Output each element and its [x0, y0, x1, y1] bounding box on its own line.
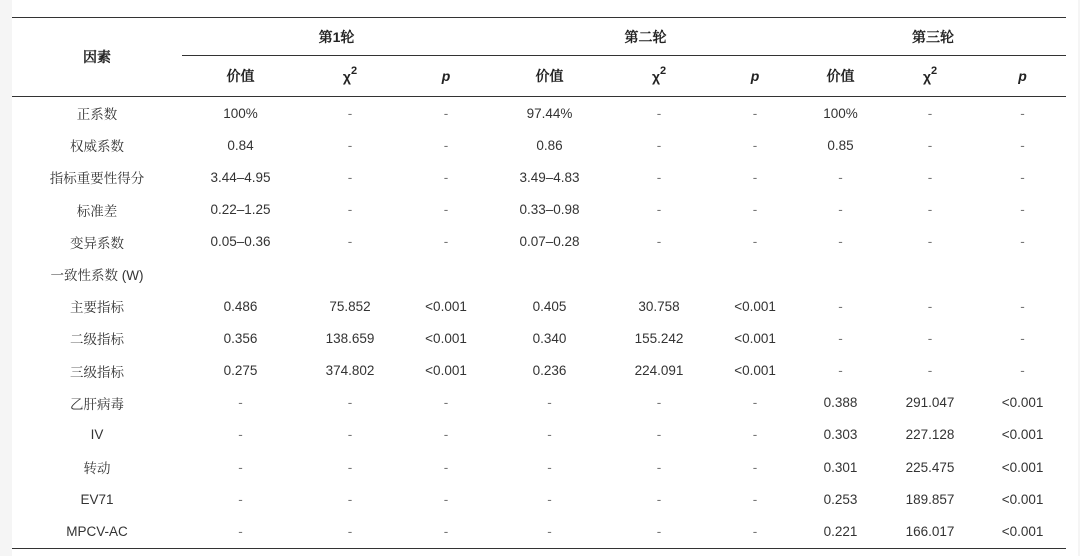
table-cell: <0.001 [734, 330, 776, 346]
table-cell: - [927, 298, 933, 314]
table-cell: - [838, 234, 843, 250]
table-cell: - [838, 363, 843, 379]
table-cell: - [710, 515, 800, 548]
subheader-chi-square [881, 56, 979, 97]
table-cell: - [752, 427, 758, 443]
table-cell [710, 258, 800, 290]
table-cell: 97.44% [526, 105, 573, 121]
table-cell: 0.388 [823, 395, 858, 411]
table-row [12, 129, 1066, 161]
table-cell: - [838, 202, 843, 218]
table-cell: - [752, 169, 758, 185]
subheader-chi-square [608, 56, 710, 97]
table-cell: - [927, 330, 933, 346]
table-cell: 189.857 [905, 491, 955, 507]
table-cell: - [491, 515, 608, 548]
table-cell: - [838, 298, 843, 314]
table-cell: <0.001 [425, 363, 467, 379]
table-cell [881, 258, 979, 290]
table-cell: <0.001 [734, 298, 776, 314]
subheader-value: 价值 [800, 56, 881, 97]
table-cell: 100% [223, 105, 258, 121]
table-cell: 3.44–4.95 [210, 169, 271, 185]
table-cell: <0.001 [1001, 459, 1044, 475]
results-table [12, 17, 1066, 549]
table-cell: - [347, 169, 353, 185]
header-round-2: 第二轮 [491, 18, 800, 56]
table-cell: - [1020, 202, 1025, 218]
table-row [12, 194, 1066, 226]
row-label: 乙肝病毒 [70, 396, 124, 412]
table-cell: 0.85 [827, 137, 854, 153]
table-cell: - [656, 491, 662, 507]
table-cell: 225.475 [905, 459, 955, 475]
table-cell: - [443, 427, 449, 443]
table-cell: - [443, 491, 449, 507]
table-cell: - [927, 234, 933, 250]
table-cell: <0.001 [425, 330, 467, 346]
table-cell: - [656, 427, 662, 443]
table-row [12, 419, 1066, 451]
subheader-value: 价值 [491, 56, 608, 97]
table-cell: <0.001 [979, 515, 1066, 548]
chi-symbol: χ [342, 68, 351, 85]
table-cell: 0.253 [823, 491, 858, 507]
table-cell: 100% [823, 105, 858, 121]
table-cell: 0.303 [823, 427, 858, 443]
table-cell: - [182, 515, 299, 548]
table-cell: - [443, 105, 449, 121]
table-cell: - [752, 202, 758, 218]
table-cell: - [656, 459, 662, 475]
table-cell: - [656, 169, 662, 185]
table-cell: 0.340 [532, 330, 567, 346]
table-cell: 0.236 [532, 363, 567, 379]
table-cell: - [1020, 169, 1025, 185]
table-cell: - [838, 169, 843, 185]
table-cell: - [838, 330, 843, 346]
table-cell: 3.49–4.83 [519, 169, 580, 185]
table-cell: - [238, 459, 243, 475]
table-row [12, 290, 1066, 322]
table-cell [401, 258, 491, 290]
table-cell: - [238, 491, 243, 507]
table-cell [491, 258, 608, 290]
table-cell: - [547, 459, 552, 475]
table-cell: 0.356 [223, 330, 258, 346]
table-cell: - [347, 395, 353, 411]
table-row [12, 483, 1066, 515]
table-cell: - [347, 491, 353, 507]
document-page [12, 0, 1078, 556]
table-cell: 0.86 [536, 137, 563, 153]
subheader-p: p [710, 56, 800, 97]
subheader-p: p [979, 56, 1066, 97]
table-cell: - [656, 137, 662, 153]
table-cell: - [547, 427, 552, 443]
table-cell: 0.405 [532, 298, 567, 314]
table-row [12, 387, 1066, 419]
chi-superscript: 2 [660, 65, 667, 78]
table-cell: - [752, 395, 758, 411]
table-cell: - [347, 202, 353, 218]
table-cell: - [608, 515, 710, 548]
table-cell: - [656, 395, 662, 411]
row-label: 标准差 [76, 203, 118, 219]
table-cell: - [927, 202, 933, 218]
table-cell: - [927, 169, 933, 185]
table-cell: - [238, 427, 243, 443]
table-cell [182, 258, 299, 290]
table-cell: - [443, 202, 449, 218]
table-cell: - [752, 137, 758, 153]
table-body [12, 97, 1066, 549]
table-cell: - [927, 105, 933, 121]
table-cell: 0.05–0.36 [210, 234, 271, 250]
table-cell: <0.001 [734, 363, 776, 379]
table-cell: 291.047 [905, 395, 955, 411]
table-cell: - [1020, 105, 1025, 121]
row-label: 主要指标 [70, 300, 124, 316]
row-label: 二级指标 [70, 332, 124, 348]
table-cell: - [656, 202, 662, 218]
row-label: 变异系数 [70, 235, 124, 251]
table-cell [608, 258, 710, 290]
chi-symbol: χ [922, 68, 931, 85]
table-cell: - [347, 459, 353, 475]
table-cell: - [347, 427, 353, 443]
table-cell: - [656, 234, 662, 250]
table-row [12, 451, 1066, 483]
table-cell [979, 258, 1066, 290]
table-cell: - [401, 515, 491, 548]
table-row [12, 97, 1066, 130]
table-cell: - [443, 169, 449, 185]
row-label: 一致性系数 (W) [50, 268, 144, 284]
table-cell: 75.852 [329, 298, 371, 314]
table-cell: 224.091 [634, 363, 684, 379]
table-cell: 155.242 [634, 330, 684, 346]
chi-superscript: 2 [350, 65, 358, 78]
table-cell: - [927, 363, 933, 379]
row-label: EV71 [80, 491, 114, 507]
table-cell: <0.001 [1001, 427, 1044, 443]
table-cell: 0.22–1.25 [210, 202, 271, 218]
table-cell: <0.001 [1001, 491, 1044, 507]
table-cell: - [1020, 330, 1025, 346]
table-cell: - [1020, 298, 1025, 314]
table-cell: - [927, 137, 933, 153]
table-cell: 166.017 [881, 515, 979, 548]
row-label: 三级指标 [70, 364, 124, 380]
table-cell [800, 258, 881, 290]
header-round-3: 第三轮 [800, 18, 1066, 56]
row-label: MPCV-AC [12, 515, 182, 548]
table-cell: 0.33–0.98 [519, 202, 580, 218]
chi-superscript: 2 [931, 65, 938, 78]
table-cell: 0.84 [227, 137, 254, 153]
table-cell: 0.301 [823, 459, 858, 475]
table-cell: - [752, 491, 758, 507]
header-round-1: 第1轮 [182, 18, 491, 56]
table-cell: 0.486 [223, 298, 258, 314]
table-cell: - [547, 491, 552, 507]
row-label: 正系数 [76, 107, 118, 123]
table-cell: - [547, 395, 552, 411]
table-cell: 227.128 [905, 427, 955, 443]
table-cell: 0.221 [800, 515, 881, 548]
table-row [12, 515, 1066, 548]
table-cell: - [443, 459, 449, 475]
table-cell: - [1020, 137, 1025, 153]
table-row [12, 258, 1066, 290]
table-cell: 30.758 [638, 298, 680, 314]
table-cell: - [752, 459, 758, 475]
row-label: 指标重要性得分 [49, 171, 145, 187]
row-label: 转动 [83, 461, 111, 477]
table-cell: 0.07–0.28 [519, 234, 580, 250]
subheader-chi-square [299, 56, 401, 97]
table-cell: - [656, 105, 662, 121]
table-cell: <0.001 [425, 298, 467, 314]
table-cell: - [347, 137, 353, 153]
table-cell: - [752, 234, 758, 250]
table-cell: 138.659 [325, 330, 375, 346]
subheader-p: p [401, 56, 491, 97]
table-row [12, 355, 1066, 387]
table-cell [299, 258, 401, 290]
table-cell: 374.802 [325, 363, 375, 379]
table-cell: - [347, 234, 353, 250]
subheader-value: 价值 [182, 56, 299, 97]
table-cell: - [752, 105, 758, 121]
table-cell: - [443, 234, 449, 250]
row-label: 权威系数 [70, 139, 124, 155]
row-label: IV [90, 427, 104, 443]
table-cell: - [443, 137, 449, 153]
table-row [12, 226, 1066, 258]
table-header [12, 18, 1066, 97]
table-cell: - [1020, 363, 1025, 379]
chi-symbol: χ [651, 68, 660, 85]
table-cell: 0.275 [223, 363, 258, 379]
table-cell: - [347, 105, 353, 121]
table-cell: - [238, 395, 243, 411]
table-cell: - [1020, 234, 1025, 250]
table-cell: - [299, 515, 401, 548]
table-row [12, 161, 1066, 193]
table-row [12, 322, 1066, 354]
table-cell: - [443, 395, 449, 411]
header-factor: 因素 [12, 18, 182, 97]
table-cell: <0.001 [1001, 395, 1044, 411]
